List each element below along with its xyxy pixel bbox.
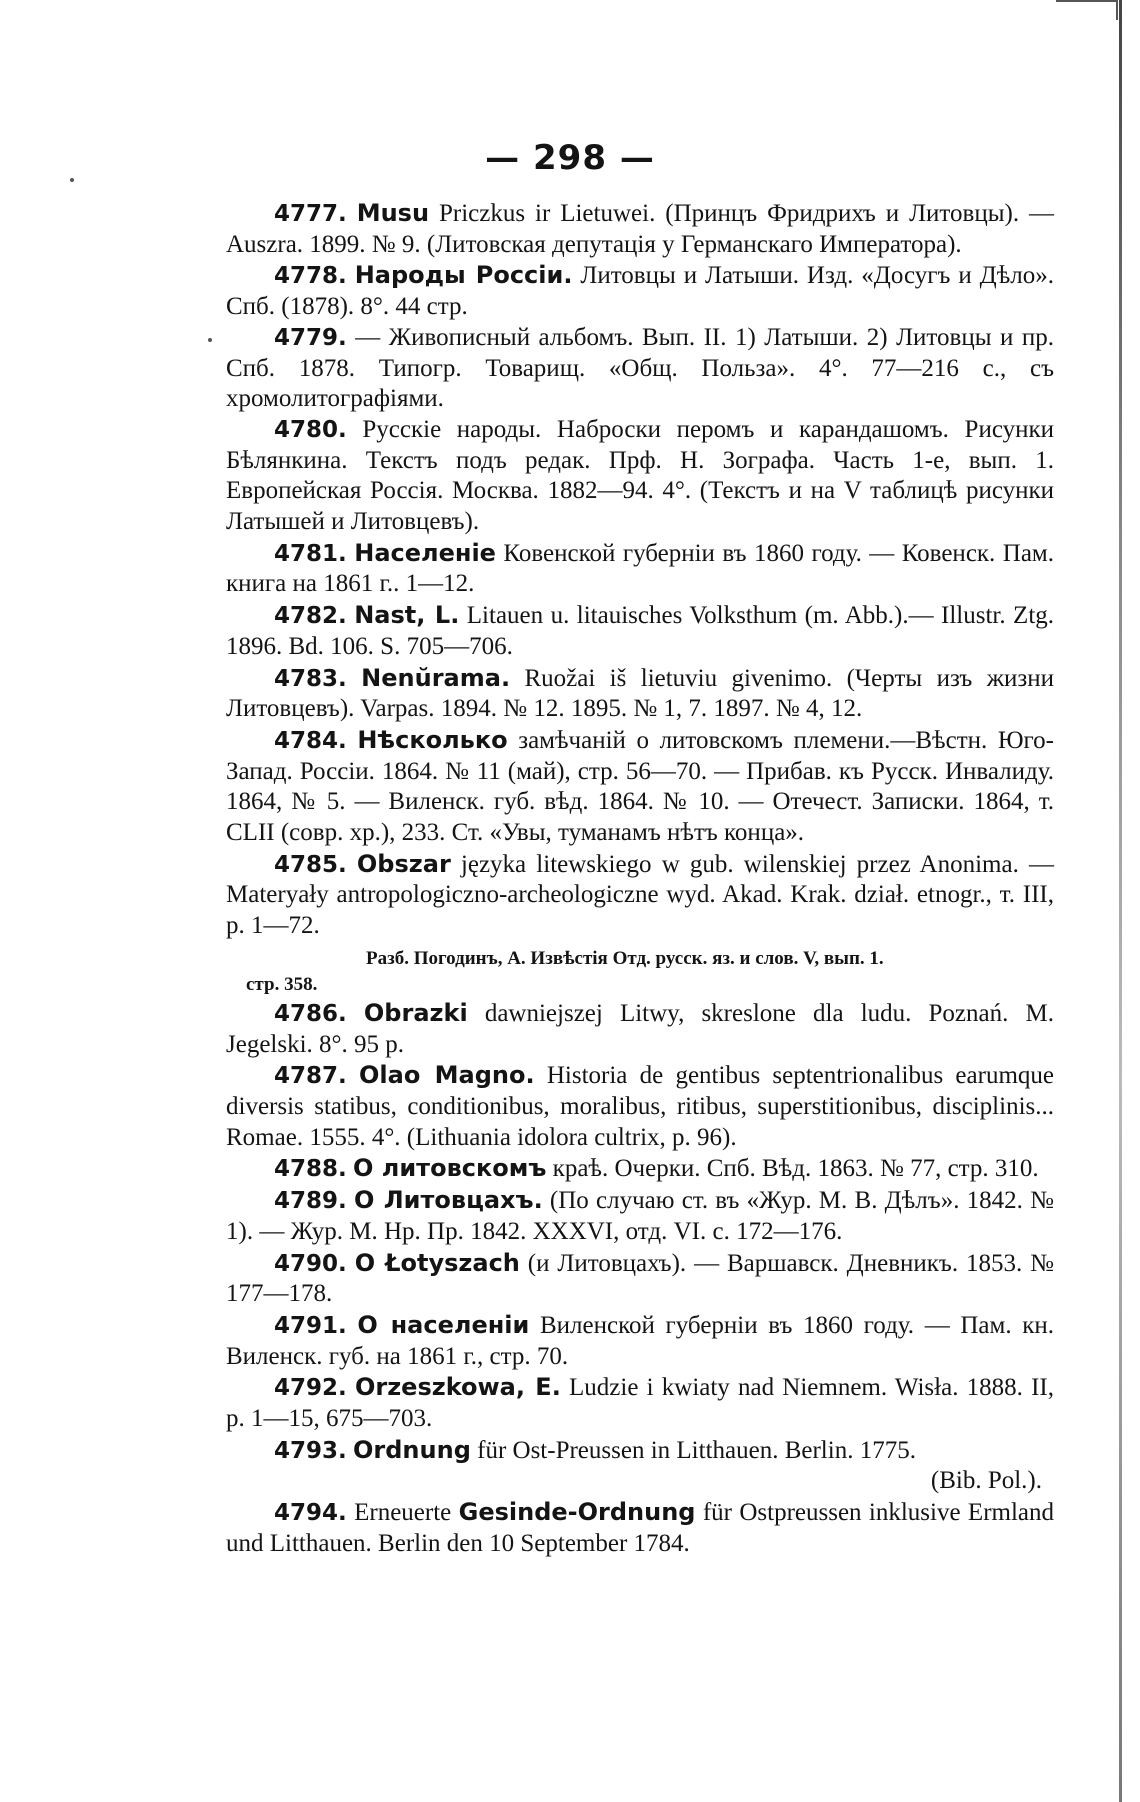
entry-number: 4788. (274, 1156, 347, 1183)
entry-text: Historia de gentibus septentrionalibus earumque diversis statibus, conditionibus, moralibus, ritibus, superstitionibus, disciplinis... Romae. 1555. 4°. (Lithuania idolora cultrix, p. 96). (226, 1062, 1054, 1151)
entry-text: Русскіе народы. Наброски перомъ и карандашомъ. Рисунки Бѣлянкина. Текстъ подъ редак. Прф. Н. Зографа. Часть 1-е, вып. 1. Европейская Россія. Москва. 1882—94. 4°. (Текстъ и на V таблицѣ рисунки Латышей и Литовцевъ). (226, 415, 1054, 536)
entry-heading: Народы Россіи. (354, 261, 573, 290)
entry-4780 (226, 415, 1054, 538)
entry-4794 (226, 1497, 1054, 1559)
entry-heading: О литовскомъ (353, 1154, 547, 1183)
entry-text: Ludzie i kwiaty nad Niemnem. Wisła. 1888. II, p. 1—15, 675—703. (226, 1374, 1054, 1433)
entry-heading: Nast, L. (354, 601, 460, 630)
entry-text: Виленской губерніи въ 1860 году. — Пам. кн. Виленск. губ. на 1861 г., стр. 70. (226, 1311, 1054, 1370)
entry-number: 4790. (274, 1250, 347, 1277)
entry-4791 (226, 1310, 1054, 1372)
bibliography-list (226, 198, 1054, 1560)
entry-4793 (226, 1435, 1054, 1467)
entry-4789 (226, 1185, 1054, 1247)
entry-text: (и Литовцахъ). — Варшавск. Дневникъ. 1853. № 177—178. (226, 1249, 1055, 1308)
entry-number: 4787. (274, 1063, 347, 1090)
entry-text: — Живописный альбомъ. Вып. II. 1) Латыши. 2) Литовцы и пр. Спб. 1878. Типогр. Товарищ. «Общ. Польза». 4°. 77—216 с., съ хромолитографіями. (226, 323, 1054, 413)
entry-4784 (226, 725, 1054, 849)
entry-heading: Ordnung (353, 1435, 471, 1464)
entry-4793-source: (Bib. Pol.). (930, 1467, 1042, 1495)
entry-text: Erneuerte (346, 1499, 452, 1527)
entry-text-tail: für Ostpreussen inklusive Ermland und Litthauen. Berlin den 10 September 1784. (226, 1499, 1055, 1557)
entry-text: Ковенской губерніи въ 1860 году. — Ковенск. Пам. книга на 1861 г.. 1—12. (226, 539, 1054, 598)
entry-4785-review (226, 946, 1054, 998)
entry-4792 (226, 1372, 1054, 1434)
entry-text: краѣ. Очерки. Спб. Вѣд. 1863. № 77, стр. 310. (546, 1155, 1039, 1183)
entry-heading: Nenŭrama. (361, 663, 511, 692)
entry-heading: О Литовцахъ. (354, 1186, 543, 1215)
entry-text: (По случаю ст. въ «Жур. М. В. Дѣлъ». 1842. № 1). — Жур. М. Нр. Пр. 1842. XXXVI, отд. VI. с. 172—176. (226, 1187, 1055, 1245)
entry-heading: Olao Magno. (359, 1061, 535, 1090)
entry-4783 (226, 663, 1054, 725)
page-edge-line (1119, 0, 1122, 1802)
entry-text: Priczkus ir Lietuwei. (Принцъ Фридрихъ и Литовцы). — Auszra. 1899. № 9. (Литовская депутація у Германскаго Императора). (226, 200, 1055, 258)
entry-4782 (226, 600, 1054, 662)
review-pages: стр. 358. (246, 973, 318, 995)
entry-number: 4781. (274, 540, 347, 567)
page-corner-mark (1056, 0, 1118, 20)
entry-4785 (226, 849, 1054, 942)
entry-number: 4779. (274, 324, 347, 351)
entry-heading: О Łotyszach (354, 1248, 520, 1277)
entry-number: 4780. (274, 416, 347, 443)
entry-number: 4778. (274, 263, 347, 290)
entry-heading: Obszar (356, 849, 451, 878)
entry-number: 4785. (274, 851, 347, 878)
entry-text: języka litewskiego w gub. wilenskiej przez Anonima. — Materyały antropologiczno-archeologiczne wyd. Akad. Krak. dział. etnogr., т. III, p. 1—72. (226, 850, 1054, 940)
entry-text: Литовцы и Латыши. Изд. «Досугъ и Дѣло». Спб. (1878). 8°. 44 стр. (226, 262, 1054, 321)
page-number: — 298 — (485, 138, 655, 178)
entry-number: 4792. (274, 1375, 347, 1402)
entry-text: dawniejszej Litwy, skreslone dla ludu. Poznań. M. Jegelski. 8°. 95 p. (226, 999, 1054, 1058)
entry-number: 4786. (274, 1000, 347, 1027)
entry-number: 4784. (274, 727, 347, 754)
entry-text: Ruožai iš lietuviu givenimo. (Черты изъ жизни Литовцевъ). Varpas. 1894. № 12. 1895. № 1, 7. 1897. № 4, 12. (226, 664, 1055, 723)
entry-4790 (226, 1248, 1054, 1310)
entry-heading: Musu (356, 199, 430, 227)
entry-number: 4782. (274, 603, 347, 630)
entry-number: 4789. (274, 1188, 347, 1215)
entry-4779 (226, 323, 1054, 415)
entry-text: Litauen u. litauisches Volksthum (m. Abb.).— Illustr. Ztg. 1896. Bd. 106. S. 705—706. (226, 602, 1055, 660)
entry-heading: Населеніе (354, 538, 496, 567)
entry-text: für Ost-Preussen in Litthauen. Berlin. 1775. (470, 1436, 916, 1464)
entry-heading: Obrazki (363, 998, 468, 1027)
entry-4786 (226, 998, 1054, 1060)
entry-number: 4793. (274, 1437, 347, 1464)
review-text: Разб. Погодинъ, А. Извѣстія Отд. русск. яз. и слов. V, вып. 1. (366, 947, 884, 969)
entry-heading: О населеніи (357, 1310, 530, 1339)
print-speck (208, 338, 212, 342)
entry-heading: Orzeszkowa, E. (354, 1373, 561, 1402)
print-speck (70, 178, 74, 182)
entry-heading: Нѣсколько (357, 725, 508, 754)
entry-4778 (226, 260, 1054, 322)
entry-number: 4794. (274, 1500, 347, 1527)
entry-4777 (226, 198, 1054, 260)
entry-number: 4783. (274, 665, 347, 692)
entry-heading: Gesinde-Ordnung (458, 1498, 696, 1527)
entry-4787 (226, 1060, 1054, 1153)
entry-number: 4777. (274, 201, 347, 227)
entry-number: 4791. (274, 1312, 347, 1339)
entry-4788 (226, 1153, 1054, 1185)
entry-text: замѣчаній о литовскомъ племени.—Вѣстн. Юго-Запад. Россіи. 1864. № 11 (май), стр. 56—70. — Прибав. къ Русск. Инвалиду. 1864, № 5. — Виленск. губ. вѣд. 1864. № 10. — Отечест. Записки. 1864, т. CLII (совр. хр.), 233. Ст. «Увы, туманамъ нѣтъ конца». (226, 726, 1054, 847)
entry-4781 (226, 538, 1054, 600)
